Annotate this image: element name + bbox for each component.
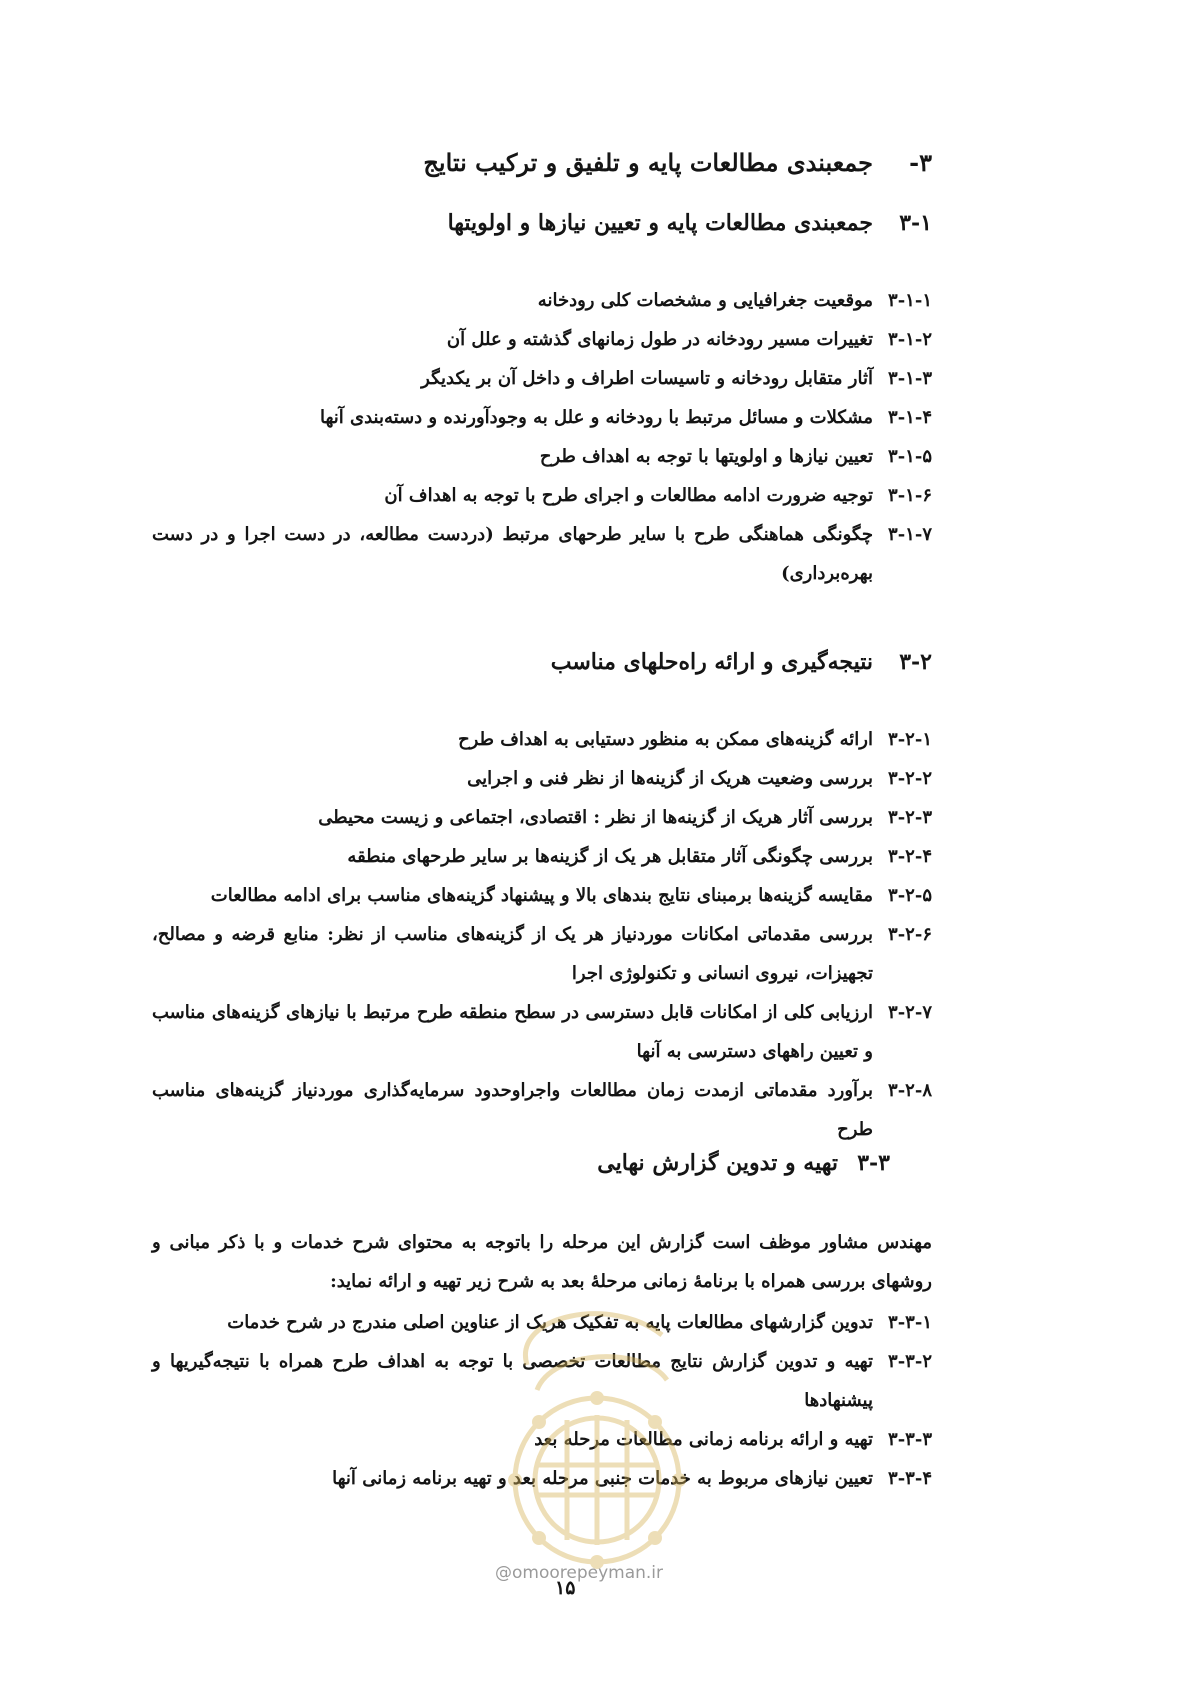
item-text: موقعیت جغرافیایی و مشخصات کلی رودخانه [537, 290, 873, 311]
section-paragraph: مهندس مشاور موظف است گزارش این مرحله را باتوجه به محتوای شرح خدمات و با ذکر مبانی و روشهای بررسی همراه با برنامهٔ زمانی مرحلهٔ بعد به شرح زیر تهیه و ارائه نماید: [152, 1232, 932, 1292]
chapter-title: جمعبندی مطالعات پایه و تلفیق و ترکیب نتایج [423, 148, 873, 177]
page-number: ۱۵ [555, 1577, 576, 1599]
item-text: تعیین نیازهای مربوط به خدمات جنبی مرحله بعد و تهیه برنامه زمانی آنها [332, 1468, 873, 1489]
item-number: ۳-۳-۱ [888, 1312, 932, 1333]
section-title: جمعبندی مطالعات پایه و تعیین نیازها و اولویتها [447, 210, 873, 236]
item-number: ۳-۲-۲ [888, 768, 932, 789]
section-number: ۳-۳ [857, 1150, 890, 1176]
item-text: توجیه ضرورت ادامه مطالعات و اجرای طرح با توجه به اهداف آن [384, 485, 873, 506]
item-number: ۳-۲-۶ [888, 924, 932, 945]
item-text: بررسی چگونگی آثار متقابل هر یک از گزینه‌ها بر سایر طرحهای منطقه [347, 846, 873, 867]
item-number: ۳-۲-۸ [888, 1080, 932, 1101]
item-text: بررسی مقدماتی امکانات موردنیاز هر یک از گزینه‌های مناسب از نظر: منابع قرضه و مصالح، تجهیزات، نیروی انسانی و تکنولوژی اجرا [152, 924, 873, 984]
item-number: ۳-۱-۳ [888, 368, 932, 389]
item-number: ۳-۱-۷ [888, 524, 932, 545]
watermark-url: @omoorepeyman.ir [495, 1563, 664, 1583]
item-number: ۳-۳-۲ [888, 1351, 932, 1372]
watermark-logo-icon [492, 1295, 702, 1595]
item-number: ۳-۱-۲ [888, 329, 932, 350]
item-number: ۳-۲-۷ [888, 1002, 932, 1023]
item-text: بررسی وضعیت هریک از گزینه‌ها از نظر فنی و اجرایی [467, 768, 873, 789]
item-text: تهیه و تدوین گزارش نتایج مطالعات تخصصی با توجه به اهداف طرح همراه با نتیجه‌گیریها و پیشنهادها [152, 1351, 873, 1411]
chapter-number: ۳- [909, 148, 932, 177]
item-text: بررسی آثار هریک از گزینه‌ها از نظر : اقتصادی، اجتماعی و زیست محیطی [318, 807, 873, 828]
item-text: مشکلات و مسائل مرتبط با رودخانه و علل به وجودآورنده و دسته‌بندی آنها [319, 407, 873, 428]
item-text: مقایسه گزینه‌ها برمبنای نتایج بندهای بالا و پیشنهاد گزینه‌های مناسب برای ادامه مطالعات [210, 885, 873, 906]
item-number: ۳-۳-۳ [888, 1429, 932, 1450]
item-number: ۳-۲-۴ [888, 846, 932, 867]
item-text: آثار متقابل رودخانه و تاسیسات اطراف و داخل آن بر یکدیگر [421, 368, 873, 389]
section-number: ۳-۱ [899, 210, 932, 236]
section-number: ۳-۲ [899, 649, 932, 675]
item-number: ۳-۱-۶ [888, 485, 932, 506]
item-number: ۳-۲-۳ [888, 807, 932, 828]
item-number: ۳-۳-۴ [888, 1468, 932, 1489]
item-number: ۳-۱-۵ [888, 446, 932, 467]
item-text: چگونگی هماهنگی طرح با سایر طرحهای مرتبط (دردست مطالعه، در دست اجرا و در دست بهره‌برداری) [152, 524, 873, 584]
item-text: برآورد مقدماتی ازمدت زمان مطالعات واجراوحدود سرمایه‌گذاری موردنیاز گزینه‌های مناسب طرح [152, 1080, 873, 1140]
item-text: تهیه و ارائه برنامه زمانی مطالعات مرحله بعد [534, 1429, 873, 1450]
item-number: ۳-۱-۱ [888, 290, 932, 311]
item-number: ۳-۲-۵ [888, 885, 932, 906]
item-text: ارائه گزینه‌های ممکن به منظور دستیابی به اهداف طرح [458, 729, 873, 750]
section-title: نتیجه‌گیری و ارائه راه‌حلهای مناسب [550, 649, 873, 675]
item-number: ۳-۱-۴ [888, 407, 932, 428]
section-title: تهیه و تدوین گزارش نهایی [597, 1150, 838, 1176]
item-text: تعیین نیازها و اولویتها با توجه به اهداف طرح [539, 446, 873, 467]
item-number: ۳-۲-۱ [888, 729, 932, 750]
item-text: ارزیابی کلی از امکانات قابل دسترسی در سطح منطقه طرح مرتبط با نیازهای گزینه‌های مناسب و تعیین راههای دسترسی به آنها [152, 1002, 873, 1062]
item-text: تغییرات مسیر رودخانه در طول زمانهای گذشته و علل آن [446, 329, 873, 350]
item-text: تدوین گزارشهای مطالعات پایه به تفکیک هریک از عناوین اصلی مندرج در شرح خدمات [227, 1312, 873, 1333]
